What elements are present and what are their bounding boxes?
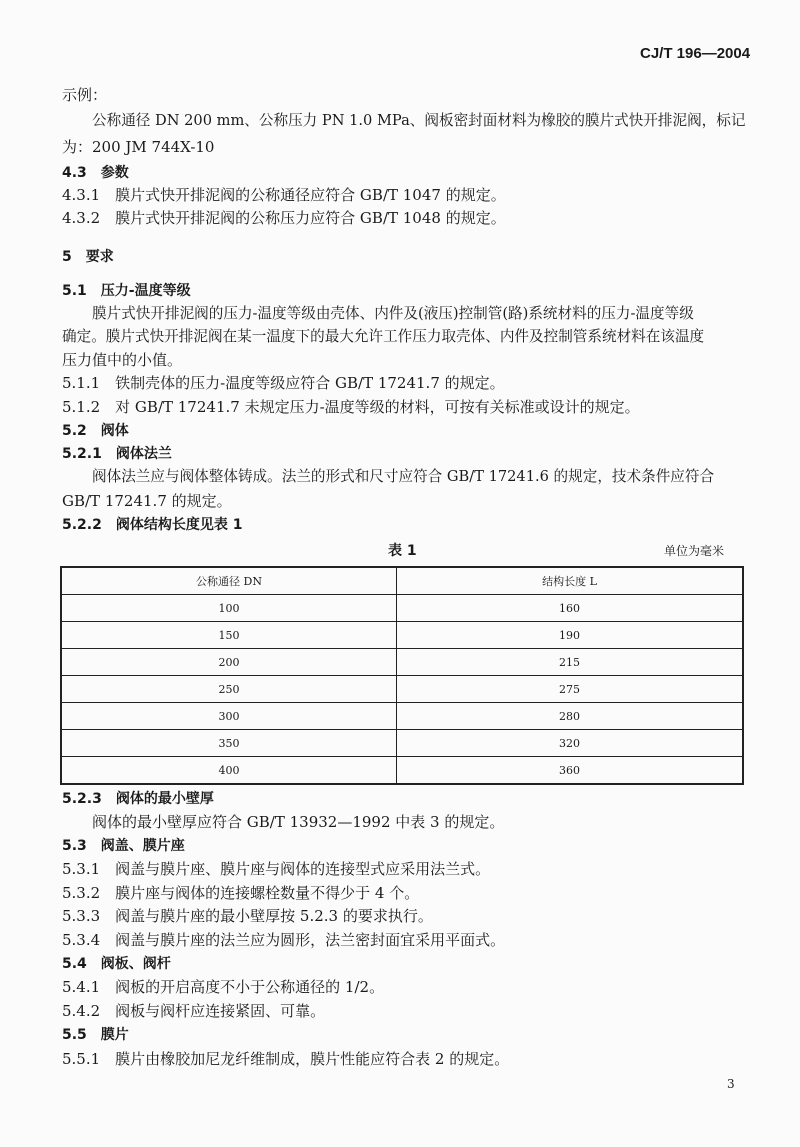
table-row: [61, 757, 743, 785]
table-cell-length: 360: [397, 757, 744, 785]
table-cell-length: 280: [397, 703, 744, 730]
example-line-1: 公称通径 DN 200 mm、公称压力 PN 1.0 MPa、阀板密封面材料为橡胶的膜片式快开排泥阀，标记: [92, 112, 746, 129]
table-cell-dn: 150: [61, 622, 397, 649]
page-number: 3: [727, 1077, 735, 1091]
clause-5-3-4: 5.3.4 阀盖与膜片座的法兰应为圆形，法兰密封面宜采用平面式。: [62, 931, 506, 949]
section-4-3-heading: 4.3 参数: [62, 165, 129, 181]
section-5-heading: 5 要求: [62, 249, 114, 265]
section-5-1-para-line-1: 膜片式快开排泥阀的压力-温度等级由壳体、内件及(液压)控制管(路)系统材料的压力-温度等级: [92, 305, 694, 322]
table-header-row: [61, 567, 743, 595]
section-5-2-1-heading: 5.2.1 阀体法兰: [62, 446, 172, 462]
clause-5-1-2: 5.1.2 对 GB/T 17241.7 未规定压力-温度等级的材料，可按有关标准或设计的规定。: [62, 398, 640, 416]
clause-5-3-1: 5.3.1 阀盖与膜片座、膜片座与阀体的连接型式应采用法兰式。: [62, 860, 491, 878]
table-cell-dn: 300: [61, 703, 397, 730]
table-row: [61, 703, 743, 730]
table-cell-dn: 200: [61, 649, 397, 676]
clause-5-4-2: 5.4.2 阀板与阀杆应连接紧固、可靠。: [62, 1002, 326, 1020]
table-cell-dn: 250: [61, 676, 397, 703]
clause-5-1-1: 5.1.1 铁制壳体的压力-温度等级应符合 GB/T 17241.7 的规定。: [62, 374, 505, 392]
section-5-3-heading: 5.3 阀盖、膜片座: [62, 838, 185, 854]
table-1: [60, 566, 744, 785]
example-line-2: 为：200 JM 744X-10: [62, 138, 215, 156]
section-5-1-para-line-2: 确定。膜片式快开排泥阀在某一温度下的最大允许工作压力取壳体、内件及控制管系统材料在该温度: [62, 328, 705, 345]
clause-5-5-1: 5.5.1 膜片由橡胶加尼龙纤维制成，膜片性能应符合表 2 的规定。: [62, 1050, 510, 1068]
clause-5-4-1: 5.4.1 阀板的开启高度不小于公称通径的 1/2。: [62, 978, 385, 996]
section-5-2-3-para: 阀体的最小壁厚应符合 GB/T 13932—1992 中表 3 的规定。: [92, 813, 505, 831]
table-cell-length: 320: [397, 730, 744, 757]
table-cell-length: 160: [397, 595, 744, 622]
clause-4-3-1: 4.3.1 膜片式快开排泥阀的公称通径应符合 GB/T 1047 的规定。: [62, 186, 506, 204]
section-5-4-heading: 5.4 阀板、阀杆: [62, 956, 171, 972]
table-header-structure-length: 结构长度 L: [397, 567, 744, 595]
document-code: CJ/T 196—2004: [640, 45, 751, 62]
section-5-2-3-heading: 5.2.3 阀体的最小壁厚: [62, 791, 214, 807]
table-cell-dn: 350: [61, 730, 397, 757]
section-5-1-para-line-3: 压力值中的小值。: [62, 351, 183, 369]
section-5-1-heading: 5.1 压力-温度等级: [62, 283, 191, 299]
section-5-2-heading: 5.2 阀体: [62, 423, 129, 439]
table-cell-dn: 100: [61, 595, 397, 622]
clause-4-3-2: 4.3.2 膜片式快开排泥阀的公称压力应符合 GB/T 1048 的规定。: [62, 209, 506, 227]
section-5-2-1-para-line-1: 阀体法兰应与阀体整体铸成。法兰的形式和尺寸应符合 GB/T 17241.6 的规定，技术条件应符合: [92, 468, 715, 485]
section-5-2-2-heading: 5.2.2 阀体结构长度见表 1: [62, 517, 243, 533]
section-5-2-1-para-line-2: GB/T 17241.7 的规定。: [62, 492, 232, 510]
table-row: [61, 649, 743, 676]
table-cell-length: 275: [397, 676, 744, 703]
table-row: [61, 595, 743, 622]
example-label: 示例：: [62, 86, 108, 104]
clause-5-3-2: 5.3.2 膜片座与阀体的连接螺栓数量不得少于 4 个。: [62, 884, 420, 902]
table-1-title: 表 1: [388, 543, 417, 559]
table-cell-dn: 400: [61, 757, 397, 785]
table-header-nominal-diameter: 公称通径 DN: [61, 567, 397, 595]
section-5-5-heading: 5.5 膜片: [62, 1027, 129, 1043]
table-row: [61, 622, 743, 649]
table-cell-length: 190: [397, 622, 744, 649]
table-cell-length: 215: [397, 649, 744, 676]
table-row: [61, 730, 743, 757]
table-row: [61, 676, 743, 703]
table-1-unit: 单位为毫米: [664, 544, 725, 558]
clause-5-3-3: 5.3.3 阀盖与膜片座的最小壁厚按 5.2.3 的要求执行。: [62, 907, 433, 925]
